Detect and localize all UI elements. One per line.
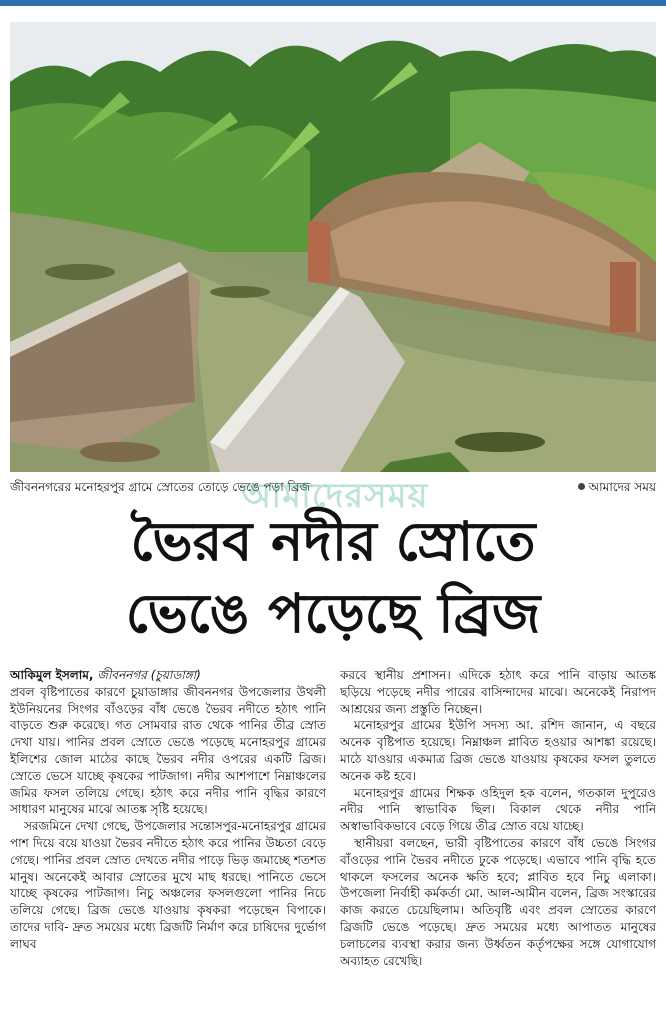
newspaper-watermark: আমাদেরসময় (241, 476, 429, 516)
top-accent-rule (0, 0, 666, 6)
byline (10, 667, 326, 684)
article-body (10, 667, 656, 1007)
article-column-right (340, 667, 656, 969)
article-column-left (10, 667, 326, 953)
headline-line-2: ভেঙে পড়েছে ব্রিজ (125, 582, 541, 645)
headline-line-1: ভৈরব নদীর স্রোতে (130, 510, 536, 573)
article-paragraph: মনোহরপুর গ্রামের শিক্ষক ওহিদুল হক বলেন, গতকাল দুপুরেও নদীর পানি স্বাভাবিক ছিল। বিকাল থেকে নদীর পানি অস্বাভাবিকভাবে বেড়ে গিয়ে তীব্র স্রোত বয়ে যাচ্ছে। (340, 785, 656, 834)
byline-location: জীবননগর (চুয়াডাঙ্গা) (93, 668, 201, 682)
bullet-dot-icon (578, 483, 585, 490)
news-photo (10, 22, 656, 472)
article-paragraph: সরজমিনে দেখা গেছে, উপজেলার সন্তোসপুর-মনোহরপুর গ্রামের পাশ দিয়ে বয়ে যাওয়া ভৈরব নদীতে হঠাৎ করে পানির উচ্চতা বেড়ে গেছে। পানির প্রবল স্রোত দেখতে নদীর পাড়ে ভিড় জমাচ্ছে শতশত মানুষ। অনেকেই আবার স্রোতের মুখে মাছ ধরছে। পানিতে ভেসে যাচ্ছে কৃষকের পাটজাগ। নিচু অঞ্চলের ফসলগুলো পানির নিচে তলিয়ে গেছে। ব্রিজ ভেঙে যাওয়ায় কৃষকরা পড়েছেন বিপাকে। তাদের দাবি- দ্রুত সময়ের মধ্যে ব্রিজটি নির্মাণ করে চাষিদের দুর্ভোগ লাঘব (10, 819, 326, 951)
photo-credit-text: আমাদের সময় (588, 480, 656, 494)
article-paragraph: প্রবল বৃষ্টিপাতের কারণে চুয়াডাঙ্গার জীবননগর উপজেলার উথলী ইউনিয়নের সিংগর বাঁওড়ের বাঁধ ভেঙে ভৈরব নদীতে হঠাৎ পানি বাড়তে শুরু করেছে। গত সোমবার রাত থেকে পানির তীব্র স্রোত দেখা যায়। পানির প্রবল স্রোতে ভেঙে পড়েছে মনোহরপুর গ্রামের ইলিশের জোল মাঠের কাছে ভৈরব নদীর ওপরের একটি ব্রিজ। স্রোতে ভেসে যাচ্ছে কৃষকের পাটজাগ। নদীর আশপাশে নিম্নাঞ্চলের জমির ফসল তলিয়ে গেছে। হঠাৎ করে নদীর পানি বৃদ্ধির কারণে সাধারণ মানুষের মাঝে আতঙ্ক সৃষ্টি হয়েছে। (10, 684, 326, 817)
photo-caption: জীবননগরের মনোহরপুর গ্রামে স্রোতের তোড়ে ভেঙে পড়া ব্রিজ (10, 480, 311, 494)
photo-credit (578, 479, 656, 499)
article-paragraph: করবে স্থানীয় প্রশাসন। এদিকে হঠাৎ করে পানি বাড়ায় আতঙ্ক ছড়িয়ে পড়েছে নদীর পারের বাসিন্দাদের মাঝে। অনেকেই নিরাপদ আশ্রয়ের জন্য প্রস্তুতি নিচ্ছেন। (340, 668, 656, 716)
headline (0, 506, 666, 650)
broken-bridge-photo-illustration (10, 22, 656, 472)
article-paragraph: মনোহরপুর গ্রামের ইউপি সদস্য আ. রশিদ জানান, এ বছরে অনেক বৃষ্টিপাত হয়েছে। নিম্নাঞ্চল প্লাবিত হওয়ার আশঙ্কা রয়েছে। মাঠে যাওয়ার একমাত্র ব্রিজ ভেঙে যাওয়ায় কৃষকের ফসল তুলতে অনেক কষ্ট হবে। (340, 718, 656, 783)
article-paragraph: স্থানীয়রা বলছেন, ভারী বৃষ্টিপাতের কারণে বাঁধ ভেঙে সিংগর বাঁওড়ের পানি ভৈরব নদীতে ঢুকে পড়েছে। এভাবে পানি বৃদ্ধি হতে থাকলে ফসলের অনেক ক্ষতি হবে; প্লাবিত হবে নিচু এলাকা। উপজেলা নির্বাহী কর্মকর্তা মো. আল-আমীন বলেন, ব্রিজ সংস্কারের কাজ করতে চেয়েছিলাম। অতিবৃষ্টি এবং প্রবল স্রোতের কারণে ব্রিজটি ভেঙে পড়েছে। দ্রুত সময়ের মধ্যে আপাতত মানুষের চলাচলের ব্যবস্থা করার জন্য উর্ধ্বতন কর্তৃপক্ষের সঙ্গে যোগাযোগ অব্যাহত রেখেছি। (340, 835, 656, 968)
byline-name: আকিমুল ইসলাম, (10, 668, 94, 682)
